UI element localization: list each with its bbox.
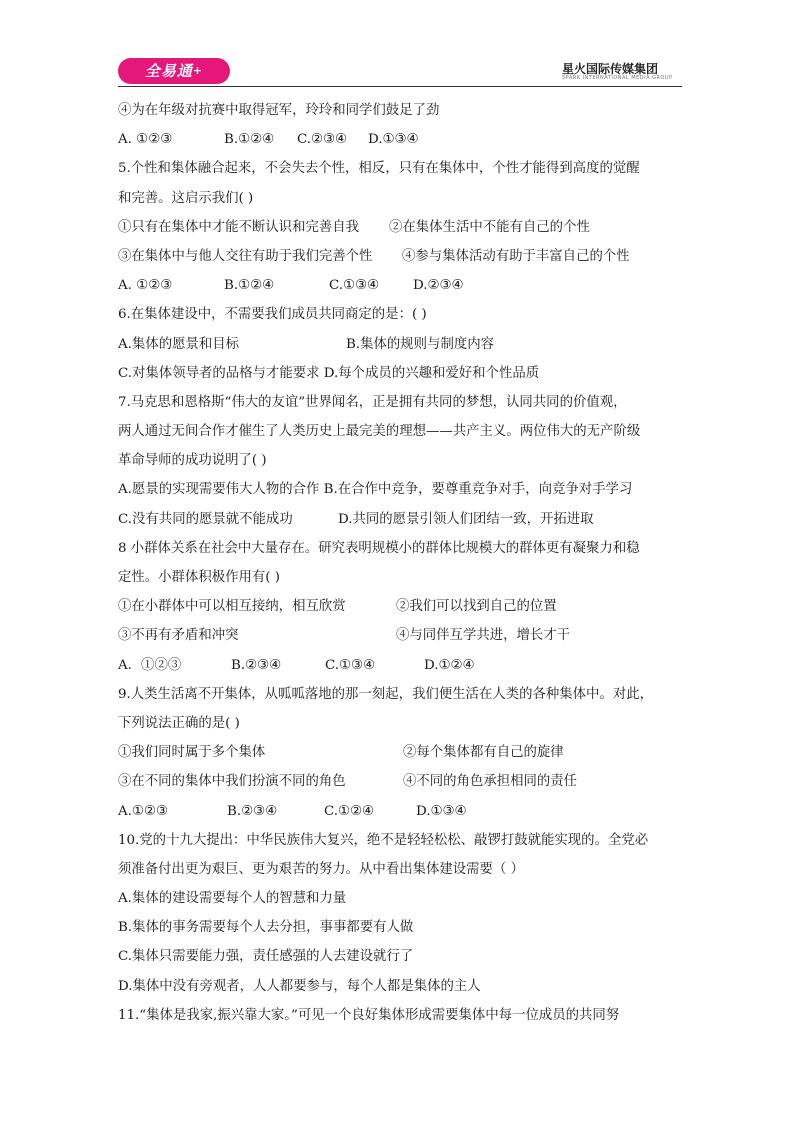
text-segment: D.②③④ [413, 278, 464, 294]
text-segment: D.共同的愿景引领人们团结一致，开拓进取 [338, 511, 594, 527]
text-line: A.集体的建设需要每个人的智慧和力量 [118, 891, 347, 907]
text-segment: C.没有共同的愿景就不能成功 [118, 511, 293, 527]
text-line: B.集体的事务需要每个人去分担，事事都要有人做 [118, 920, 414, 936]
text-segment: C.①③④ [329, 278, 380, 294]
text-line [118, 505, 690, 534]
text-segment: ①我们同时属于多个集体 [118, 745, 266, 761]
header-divider [118, 86, 682, 87]
text-segment: C.①②④ [324, 803, 375, 819]
text-line: ④为在年级对抗赛中取得冠军，玲玲和同学们鼓足了劲 [118, 103, 440, 118]
text-segment: A. ①②③ [118, 278, 173, 294]
text-segment: ④参与集体活动有助于丰富自己的个性 [402, 248, 630, 264]
text-line: 下列说法正确的是( ) [118, 715, 240, 731]
text-segment: B.①②④ [224, 132, 275, 148]
text-segment: A．①②③ [118, 657, 182, 673]
text-segment: ②在集体生活中不能有自己的个性 [389, 219, 590, 235]
page-header [0, 0, 800, 100]
text-segment: ③在集体中与他人交往有助于我们完善个性 [118, 248, 373, 264]
text-segment: B.②③④ [227, 803, 278, 819]
brand-logo [118, 58, 230, 84]
text-segment: ③在不同的集体中我们扮演不同的角色 [118, 774, 346, 790]
text-line [118, 330, 690, 359]
text-line: 10.党的十九大提出：中华民族伟大复兴，绝不是轻轻松松、敲锣打鼓就能实现的。全党必 [118, 832, 649, 848]
text-line: 8 小群体关系在社会中大量存在。研究表明规模小的群体比规模大的群体更有凝聚力和稳 [118, 540, 640, 556]
text-line [118, 213, 690, 242]
text-line: 9.人类生活离不开集体，从呱呱落地的那一刻起，我们便生活在人类的各种集体中。对此， [118, 686, 654, 702]
text-line [118, 621, 690, 650]
text-segment: ④与同伴互学共进，增长才干 [396, 628, 571, 644]
text-line [118, 797, 690, 826]
text-line: C.对集体领导者的品格与才能要求 D.每个成员的兴趣和爱好和个性品质 [118, 365, 540, 381]
text-line [118, 271, 690, 300]
text-line: 两人通过无间合作才催生了人类历史上最完美的理想——共产主义。两位伟大的无产阶级 [118, 424, 641, 440]
text-segment: A.集体的愿景和目标 [118, 336, 240, 352]
logo-plus: + [192, 64, 204, 77]
text-line [118, 125, 690, 154]
text-line: 须准备付出更为艰巨、更为艰苦的努力。从中看出集体建设需要（ ） [118, 861, 524, 877]
text-line: 6.在集体建设中，不需要我们成员共同商定的是：( ) [118, 307, 427, 323]
text-segment: ④不同的角色承担相同的责任 [403, 774, 578, 790]
text-segment: A. ①②③ [118, 132, 173, 148]
text-segment: C.①③④ [325, 657, 376, 673]
text-line [118, 651, 690, 680]
text-line: D.集体中没有旁观者，人人都要参与，每个人都是集体的主人 [118, 978, 481, 994]
text-segment: D.①③④ [416, 803, 467, 819]
text-segment: D.①②④ [424, 657, 475, 673]
text-line: 定性。小群体积极作用有( ) [118, 570, 281, 585]
text-line [118, 767, 690, 796]
text-segment: ①在小群体中可以相互接纳，相互欣赏 [118, 599, 346, 615]
text-line [118, 592, 690, 621]
group-subtitle: SPARK INTERNATIONAL MEDIA GROUP [562, 75, 673, 81]
text-line: 5.个性和集体融合起来，不会失去个性，相反，只有在集体中，个性才能得到高度的觉醒 [118, 161, 640, 177]
logo-text: 全易通 [144, 62, 193, 80]
text-segment: B.集体的规则与制度内容 [346, 336, 495, 352]
text-segment: B.②③④ [231, 657, 282, 673]
text-segment: ②我们可以找到自己的位置 [396, 599, 557, 615]
text-line [118, 738, 690, 767]
text-line: A.愿景的实现需要伟大人物的合作 B.在合作中竞争，要尊重竞争对手，向竞争对手学习 [118, 482, 633, 498]
text-segment: ①只有在集体中才能不断认识和完善自我 [118, 219, 360, 235]
text-segment: ②每个集体都有自己的旋律 [403, 745, 564, 761]
text-segment: B.①②④ [224, 278, 275, 294]
group-name: 星火国际传媒集团 [562, 62, 659, 76]
document-body [118, 96, 690, 1030]
text-line: C.集体只需要能力强，责任感强的人去建设就行了 [118, 949, 414, 965]
text-segment: D.①③④ [368, 132, 419, 148]
text-segment: A.①②③ [118, 803, 168, 819]
text-segment: C.②③④ [297, 132, 348, 148]
text-line: 革命导师的成功说明了( ) [118, 453, 267, 469]
text-segment: ③不再有矛盾和冲突 [118, 628, 239, 644]
text-line: 11.“集体是我家,振兴靠大家。”可见一个良好集体形成需要集体中每一位成员的共同努 [118, 1007, 620, 1023]
text-line: 7.马克思和恩格斯“伟大的友谊”世界闻名，正是拥有共同的梦想，认同共同的价值观， [118, 394, 627, 410]
text-line [118, 242, 690, 271]
text-line: 和完善。这启示我们( ) [118, 190, 254, 206]
